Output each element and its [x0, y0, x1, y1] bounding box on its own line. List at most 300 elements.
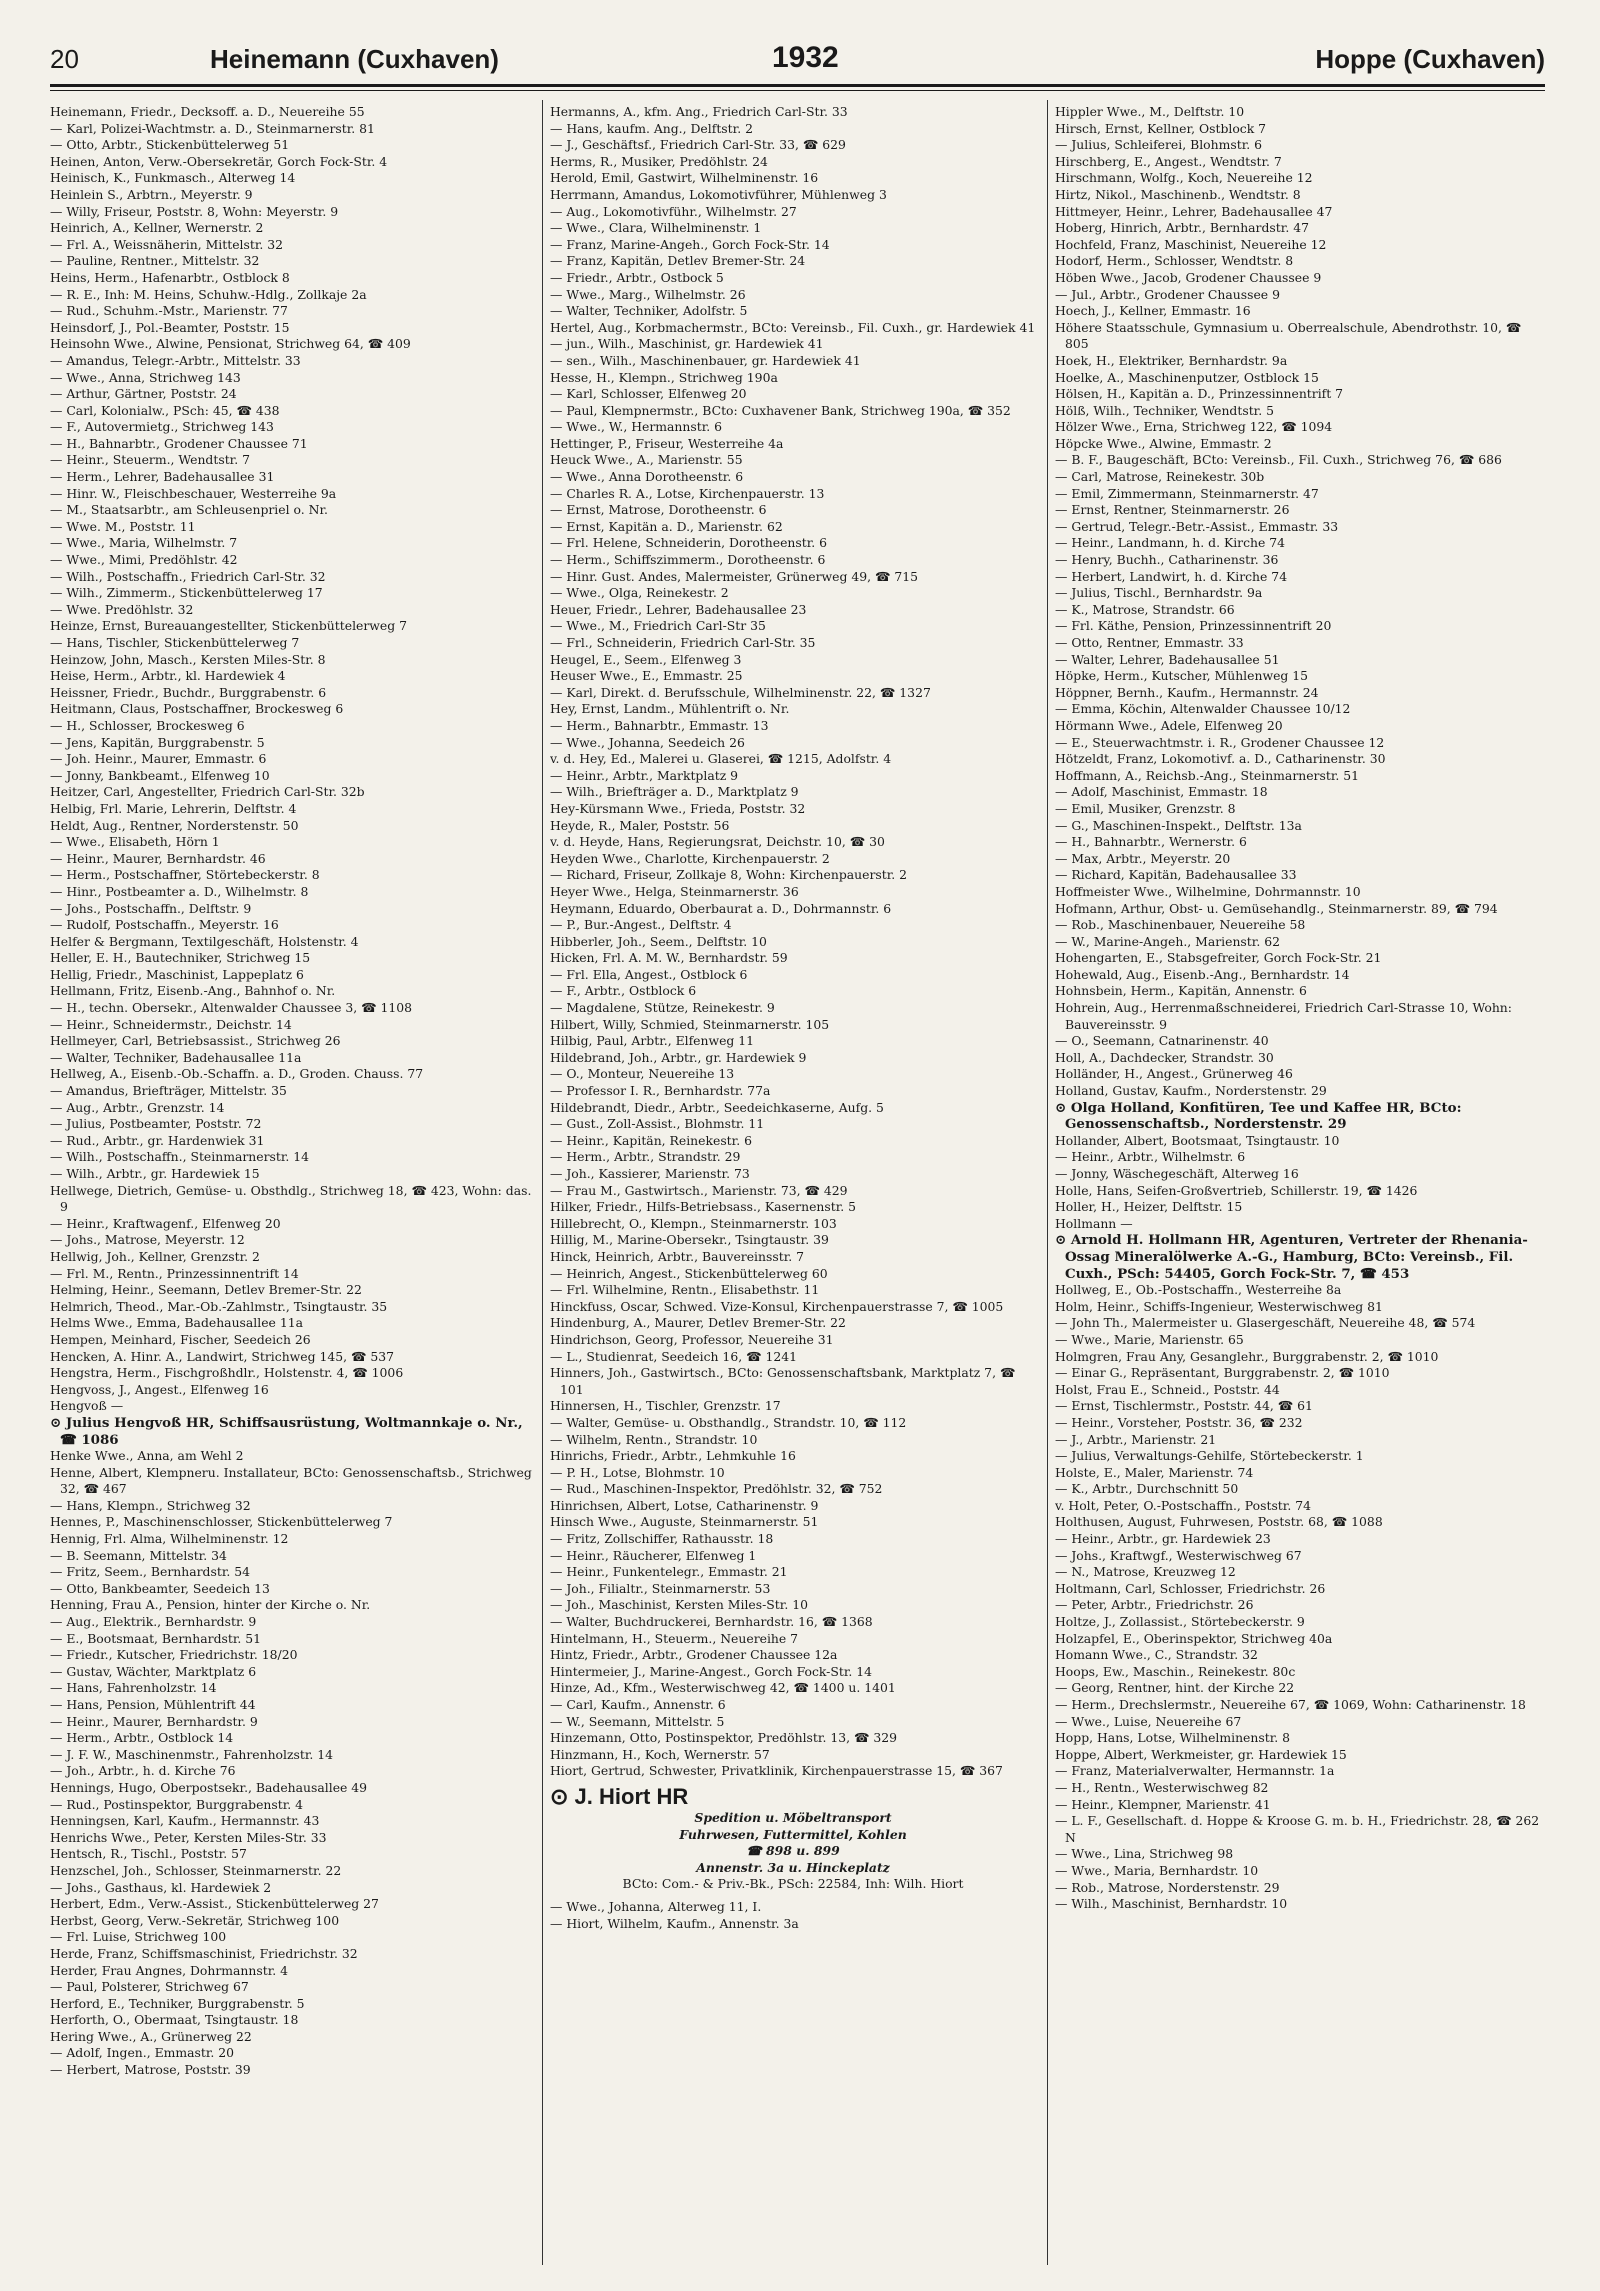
directory-entry: Hennig, Frl. Alma, Wilhelminenstr. 12: [50, 1531, 289, 1547]
directory-entry: Hengvoss, J., Angest., Elfenweg 16: [50, 1381, 269, 1397]
directory-entry: Helmrich, Theod., Mar.-Ob.-Zahlmstr., Tsingtaustr. 35: [50, 1298, 388, 1314]
directory-entry: — Aug., Elektrik., Bernhardstr. 9: [50, 1614, 257, 1630]
directory-entry: — Heinr., Arbtr., gr. Hardewiek 23: [1055, 1531, 1271, 1547]
directory-entry: — Johs., Kraftwgf., Westerwischweg 67: [1055, 1547, 1302, 1563]
directory-entry: Hinzmann, H., Koch, Wernerstr. 57: [550, 1746, 770, 1762]
directory-entry: — sen., Wilh., Maschinenbauer, gr. Hardewiek 41: [550, 352, 861, 368]
directory-entry: — Adolf, Maschinist, Emmastr. 18: [1055, 784, 1268, 800]
directory-entry: Heinsohn Wwe., Alwine, Pensionat, Strichweg 64, ☎ 409: [50, 336, 411, 352]
directory-entry: Hohrein, Aug., Herrenmaßschneiderei, Friedrich Carl-Strasse 10, Wohn: Bauvereinsstr. 9: [1055, 1000, 1512, 1032]
directory-entry: Hintelmann, H., Steuerm., Neuereihe 7: [550, 1630, 799, 1646]
directory-entry: Heuser Wwe., E., Emmastr. 25: [550, 668, 743, 684]
directory-entry: Hicken, Frl. A. M. W., Bernhardstr. 59: [550, 950, 788, 966]
directory-entry: Holmgren, Frau Any, Gesanglehr., Burggrabenstr. 2, ☎ 1010: [1055, 1348, 1439, 1364]
directory-entry: — Frl. A., Weissnäherin, Mittelstr. 32: [50, 236, 284, 252]
directory-entry: — Aug., Arbtr., Grenzstr. 14: [50, 1099, 225, 1115]
directory-entry: Hintermeier, J., Marine-Angest., Gorch Fock-Str. 14: [550, 1663, 873, 1679]
directory-entry: — Heinr., Maurer, Bernhardstr. 46: [50, 850, 266, 866]
directory-entry: Herbert, Edm., Verw.-Assist., Stickenbüttelerweg 27: [50, 1896, 379, 1912]
directory-entry: Höpke, Herm., Kutscher, Mühlenweg 15: [1055, 668, 1309, 684]
directory-entry: Hiort, Gertrud, Schwester, Privatklinik, Kirchenpauerstrasse 15, ☎ 367: [550, 1763, 1003, 1779]
directory-entry: Hencken, A. Hinr. A., Landwirt, Strichweg 145, ☎ 537: [50, 1348, 395, 1364]
directory-entry: Höpcke Wwe., Alwine, Emmastr. 2: [1055, 435, 1272, 451]
directory-entry: Heuck Wwe., A., Marienstr. 55: [550, 452, 743, 468]
directory-entry: Heitzer, Carl, Angestellter, Friedrich Carl-Str. 32b: [50, 784, 365, 800]
directory-entry: Hollweg, E., Ob.-Postschaffn., Westerreihe 8a: [1055, 1282, 1342, 1298]
directory-entry: — John Th., Malermeister u. Glasergeschäft, Neuereihe 48, ☎ 574: [1055, 1315, 1476, 1331]
directory-entry: — Rudolf, Postschaffn., Meyerstr. 16: [50, 917, 279, 933]
directory-entry: — Pauline, Rentner., Mittelstr. 32: [50, 253, 260, 269]
directory-entry: — Heinr., Maurer, Bernhardstr. 9: [50, 1713, 258, 1729]
directory-entry: Holland, Gustav, Kaufm., Norderstenstr. 29: [1055, 1083, 1327, 1099]
directory-entry: Hoberg, Hinrich, Arbtr., Bernhardstr. 47: [1055, 220, 1309, 236]
directory-column-2-list: [550, 104, 1036, 1780]
directory-entry: — Frl. Wilhelmine, Rentn., Elisabethstr. 11: [550, 1282, 820, 1298]
directory-entry: — Herm., Arbtr., Ostblock 14: [50, 1730, 234, 1746]
directory-entry: Heyde, R., Maler, Poststr. 56: [550, 817, 730, 833]
directory-entry: Heinlein S., Arbtrn., Meyerstr. 9: [50, 186, 253, 202]
column-divider: [1047, 100, 1048, 2265]
directory-entry: — Professor I. R., Bernhardstr. 77a: [550, 1083, 771, 1099]
directory-entry: — Magdalene, Stütze, Reinekestr. 9: [550, 1000, 775, 1016]
directory-entry: Hellig, Friedr., Maschinist, Lappeplatz 6: [50, 966, 304, 982]
directory-entry: — Rob., Maschinenbauer, Neuereihe 58: [1055, 917, 1306, 933]
directory-entry: — Heinr., Funkentelegr., Emmastr. 21: [550, 1564, 788, 1580]
directory-entry: — H., Schlosser, Brockesweg 6: [50, 717, 245, 733]
directory-entry: — Wwe., Clara, Wilhelminenstr. 1: [550, 220, 762, 236]
directory-entry: — Franz, Materialverwalter, Hermannstr. 1a: [1055, 1763, 1335, 1779]
directory-entry: Holzapfel, E., Oberinspektor, Strichweg 40a: [1055, 1630, 1333, 1646]
directory-entry: Hinckfuss, Oscar, Schwed. Vize-Konsul, Kirchenpauerstrasse 7, ☎ 1005: [550, 1298, 1004, 1314]
directory-entry: Hohewald, Aug., Eisenb.-Ang., Bernhardstr. 14: [1055, 966, 1350, 982]
directory-entry: Hildebrand, Joh., Arbtr., gr. Hardewiek 9: [550, 1049, 807, 1065]
directory-entry: Herder, Frau Angnes, Dohrmannstr. 4: [50, 1962, 289, 1978]
directory-entry: Heldt, Aug., Rentner, Norderstenstr. 50: [50, 817, 299, 833]
directory-entry: — Gust., Zoll-Assist., Blohmstr. 11: [550, 1116, 765, 1132]
directory-entry: Heinisch, K., Funkmasch., Alterweg 14: [50, 170, 296, 186]
directory-entry: — W., Seemann, Mittelstr. 5: [550, 1713, 725, 1729]
directory-entry: — Johs., Postschaffn., Delftstr. 9: [50, 900, 252, 916]
directory-entry: Hinck, Heinrich, Arbtr., Bauvereinsstr. 7: [550, 1248, 805, 1264]
directory-entry: Helms Wwe., Emma, Badehausallee 11a: [50, 1315, 303, 1331]
directory-column-2-after-ad: [550, 1899, 1036, 1932]
directory-entry: — K., Arbtr., Durchschnitt 50: [1055, 1481, 1239, 1497]
directory-entry: — F., Autovermietg., Strichweg 143: [50, 419, 274, 435]
directory-entry: ⊙ Arnold H. Hollmann HR, Agenturen, Vertreter der Rhenania-Ossag Mineralölwerke A.-G., Hamburg, BCto: Vereinsb., Fil. Cuxh., PSch: 54405, Gorch Fock-Str. 7, ☎ 453: [1055, 1232, 1528, 1282]
directory-entry: — Amandus, Briefträger, Mittelstr. 35: [50, 1083, 287, 1099]
directory-entry: — Wilh., Maschinist, Bernhardstr. 10: [1055, 1896, 1288, 1912]
directory-entry: Holm, Heinr., Schiffs-Ingenieur, Westerwischweg 81: [1055, 1298, 1383, 1314]
directory-entry: Herold, Emil, Gastwirt, Wilhelminenstr. 16: [550, 170, 819, 186]
directory-entry: Helming, Heinr., Seemann, Detlev Bremer-Str. 22: [50, 1282, 362, 1298]
directory-entry: Heissner, Friedr., Buchdr., Burggrabenstr. 6: [50, 684, 327, 700]
directory-entry: Hohengarten, E., Stabsgefreiter, Gorch Fock-Str. 21: [1055, 950, 1382, 966]
directory-entry: — Heinr., Arbtr., Wilhelmstr. 6: [1055, 1149, 1246, 1165]
directory-entry: — W., Marine-Angeh., Marienstr. 62: [1055, 933, 1280, 949]
directory-entry: — O., Monteur, Neuereihe 13: [550, 1066, 735, 1082]
directory-entry: Herms, R., Musiker, Predöhlstr. 24: [550, 153, 768, 169]
directory-entry: Höben Wwe., Jacob, Grodener Chaussee 9: [1055, 269, 1322, 285]
ad-line2: Fuhrwesen, Futtermittel, Kohlen: [679, 1826, 907, 1842]
directory-entry: Holler, H., Heizer, Delftstr. 15: [1055, 1199, 1243, 1215]
directory-entry: — Ernst, Rentner, Steinmarnerstr. 26: [1055, 502, 1290, 518]
directory-entry: — Otto, Rentner, Emmastr. 33: [1055, 635, 1244, 650]
directory-entry: — L., Studienrat, Seedeich 16, ☎ 1241: [550, 1348, 797, 1364]
directory-entry: Holst, Frau E., Schneid., Poststr. 44: [1055, 1381, 1280, 1397]
directory-entry: Hennings, Hugo, Oberpostsekr., Badehausallee 49: [50, 1779, 368, 1795]
directory-entry: — Franz, Kapitän, Detlev Bremer-Str. 24: [550, 253, 806, 269]
directory-entry: Holländer, H., Angest., Grünerweg 46: [1055, 1066, 1293, 1082]
directory-entry: — Peter, Arbtr., Friedrichstr. 26: [1055, 1597, 1254, 1613]
directory-entry: — Hinr. W., Fleischbeschauer, Westerreihe 9a: [50, 485, 337, 501]
directory-entry: — J., Arbtr., Marienstr. 21: [1055, 1431, 1217, 1447]
directory-entry: — Heinr., Landmann, h. d. Kirche 74: [1055, 535, 1286, 551]
directory-entry: Holle, Hans, Seifen-Großvertrieb, Schillerstr. 19, ☎ 1426: [1055, 1182, 1418, 1198]
directory-entry: — Herm., Drechslermstr., Neuereihe 67, ☎ 1069, Wohn: Catharinenstr. 18: [1055, 1697, 1526, 1712]
directory-entry: Heinsdorf, J., Pol.-Beamter, Poststr. 15: [50, 319, 290, 335]
directory-entry: — Wwe., W., Hermannstr. 6: [550, 419, 723, 435]
directory-entry: — Karl, Direkt. d. Berufsschule, Wilhelminenstr. 22, ☎ 1327: [550, 684, 931, 700]
directory-entry: — Otto, Bankbeamter, Seedeich 13: [50, 1580, 270, 1596]
directory-entry: — Hans, Fahrenholzstr. 14: [50, 1680, 217, 1696]
directory-entry: Heugel, E., Seem., Elfenweg 3: [550, 651, 742, 667]
directory-entry: Hofmann, Arthur, Obst- u. Gemüsehandlg., Steinmarnerstr. 89, ☎ 794: [1055, 900, 1498, 916]
directory-entry: — P., Bur.-Angest., Delftstr. 4: [550, 917, 732, 933]
directory-entry: — Herbert, Matrose, Poststr. 39: [50, 2062, 251, 2078]
ad-phone: ☎ 898 u. 899: [746, 1843, 840, 1859]
directory-entry: Hesse, H., Klempn., Strichweg 190a: [550, 369, 778, 385]
directory-entry: — Joh., Arbtr., h. d. Kirche 76: [50, 1763, 236, 1779]
directory-entry: — Hans, Klempn., Strichweg 32: [50, 1497, 251, 1513]
directory-entry: Holthusen, August, Fuhrwesen, Poststr. 68, ☎ 1088: [1055, 1514, 1383, 1530]
directory-entry: — Wwe. Predöhlstr. 32: [50, 601, 194, 617]
directory-entry: — Heinr., Arbtr., Marktplatz 9: [550, 767, 739, 783]
directory-entry: Hollander, Albert, Bootsmaat, Tsingtaustr. 10: [1055, 1132, 1340, 1148]
directory-entry: — Arthur, Gärtner, Poststr. 24: [50, 386, 237, 402]
directory-entry: — Herm., Arbtr., Strandstr. 29: [550, 1149, 741, 1165]
directory-entry: — Wilh., Arbtr., gr. Hardewiek 15: [50, 1166, 260, 1181]
directory-entry: — Amandus, Telegr.-Arbtr., Mittelstr. 33: [50, 352, 301, 368]
directory-entry: — Charles R. A., Lotse, Kirchenpauerstr. 13: [550, 485, 825, 501]
directory-entry: — Heinr., Klempner, Marienstr. 41: [1055, 1796, 1271, 1812]
directory-entry: Hippler Wwe., M., Delftstr. 10: [1055, 104, 1245, 119]
directory-entry: Herrmann, Amandus, Lokomotivführer, Mühlenweg 3: [550, 186, 887, 202]
directory-entry: — Richard, Friseur, Zollkaje 8, Wohn: Kirchenpauerstr. 2: [550, 867, 908, 883]
directory-entry: — Wwe., Maria, Bernhardstr. 10: [1055, 1862, 1259, 1878]
directory-entry: — Rud., Arbtr., gr. Hardenwiek 31: [50, 1132, 265, 1148]
directory-entry: Hoffmeister Wwe., Wilhelmine, Dohrmannstr. 10: [1055, 883, 1361, 899]
directory-entry: Hildebrandt, Diedr., Arbtr., Seedeichkaserne, Aufg. 5: [550, 1099, 884, 1115]
directory-entry: Hirschberg, E., Angest., Wendtstr. 7: [1055, 153, 1282, 169]
directory-entry: — F., Arbtr., Ostblock 6: [550, 983, 697, 999]
directory-entry: — Carl, Matrose, Reinekestr. 30b: [1055, 469, 1265, 485]
directory-entry: — Frl. Helene, Schneiderin, Dorotheenstr. 6: [550, 535, 828, 551]
directory-entry: — Gustav, Wächter, Marktplatz 6: [50, 1663, 257, 1679]
directory-entry: — Emma, Köchin, Altenwalder Chaussee 10/12: [1055, 701, 1351, 717]
directory-entry: Henrichs Wwe., Peter, Kersten Miles-Str. 33: [50, 1829, 327, 1845]
directory-entry: Hirtz, Nikol., Maschinenb., Wendtstr. 8: [1055, 186, 1301, 202]
directory-entry: — B. F., Baugeschäft, BCto: Vereinsb., Fil. Cuxh., Strichweg 76, ☎ 686: [1055, 452, 1502, 468]
directory-entry: Heinzow, John, Masch., Kersten Miles-Str. 8: [50, 651, 326, 667]
header-title-right: Hoppe (Cuxhaven): [1315, 44, 1545, 74]
directory-entry: — Frau M., Gastwirtsch., Marienstr. 73, ☎ 429: [550, 1182, 848, 1198]
directory-entry: — Jens, Kapitän, Burggrabenstr. 5: [50, 734, 265, 750]
directory-entry: — Gertrud, Telegr.-Betr.-Assist., Emmastr. 33: [1055, 518, 1339, 534]
directory-entry: — Friedr., Kutscher, Friedrichstr. 18/20: [50, 1647, 298, 1663]
directory-entry: — Jonny, Bankbeamt., Elfenweg 10: [50, 767, 270, 783]
directory-entry: — N., Matrose, Kreuzweg 12: [1055, 1564, 1236, 1580]
directory-entry: — Herm., Bahnarbtr., Emmastr. 13: [550, 717, 769, 733]
directory-entry: — Wwe., Maria, Wilhelmstr. 7: [50, 535, 238, 551]
directory-entry: Hörmann Wwe., Adele, Elfenweg 20: [1055, 717, 1283, 733]
directory-entry: — Willy, Friseur, Poststr. 8, Wohn: Meyerstr. 9: [50, 203, 339, 219]
header-rule: [50, 84, 1545, 87]
directory-entry: Holtmann, Carl, Schlosser, Friedrichstr. 26: [1055, 1580, 1326, 1596]
directory-entry: — Herm., Lehrer, Badehausallee 31: [50, 469, 275, 485]
directory-entry: — Emil, Zimmermann, Steinmarnerstr. 47: [1055, 485, 1319, 501]
directory-entry: — Wwe., Marg., Wilhelmstr. 26: [550, 286, 746, 302]
directory-entry: Hölzer Wwe., Erna, Strichweg 122, ☎ 1094: [1055, 419, 1333, 435]
directory-entry: Hellweg, A., Eisenb.-Ob.-Schaffn. a. D., Groden. Chauss. 77: [50, 1066, 424, 1082]
directory-entry: Hollmann —: [1055, 1215, 1133, 1231]
directory-entry: — Rud., Postinspektor, Burggrabenstr. 4: [50, 1796, 304, 1812]
directory-entry: Hochfeld, Franz, Maschinist, Neuereihe 12: [1055, 236, 1327, 252]
directory-entry: Hermanns, A., kfm. Ang., Friedrich Carl-Str. 33: [550, 104, 848, 119]
directory-entry: — Wilh., Postschaffn., Friedrich Carl-Str. 32: [50, 568, 326, 584]
ad-name: ⊙ J. Hiort HR: [550, 1783, 689, 1809]
directory-entry: ⊙ Julius Hengvoß HR, Schiffsausrüstung, Woltmannkaje o. Nr., ☎ 1086: [50, 1414, 523, 1448]
directory-entry: Hibberler, Joh., Seem., Delftstr. 10: [550, 933, 767, 949]
directory-entry: Holtze, J., Zollassist., Störtebeckerstr. 9: [1055, 1614, 1305, 1630]
directory-entry: Hentsch, R., Tischl., Poststr. 57: [50, 1846, 247, 1862]
directory-entry: Hintz, Friedr., Arbtr., Grodener Chaussee 12a: [550, 1647, 838, 1663]
directory-entry: — Walter, Techniker, Badehausallee 11a: [50, 1049, 302, 1065]
directory-entry: — Frl. Käthe, Pension, Prinzessinnentrift 20: [1055, 618, 1332, 634]
directory-entry: Hoelke, A., Maschinenputzer, Ostblock 15: [1055, 369, 1319, 385]
directory-entry: — Paul, Klempnermstr., BCto: Cuxhavener Bank, Strichweg 190a, ☎ 352: [550, 402, 1011, 418]
directory-entry: — H., Bahnarbtr., Grodener Chaussee 71: [50, 435, 308, 451]
directory-entry: — Joh., Filialtr., Steinmarnerstr. 53: [550, 1580, 771, 1596]
ad-bank: BCto: Com.- & Priv.-Bk., PSch: 22584, Inh: Wilh. Hiort: [622, 1876, 964, 1892]
directory-entry: Heitmann, Claus, Postschaffner, Brockesweg 6: [50, 701, 344, 717]
directory-entry: Holste, E., Maler, Marienstr. 74: [1055, 1464, 1254, 1480]
directory-entry: — Joh. Heinr., Maurer, Emmastr. 6: [50, 751, 267, 767]
directory-entry: — Wilh., Briefträger a. D., Marktplatz 9: [550, 784, 799, 800]
directory-entry: — Ernst, Tischlermstr., Poststr. 44, ☎ 61: [1055, 1398, 1313, 1414]
directory-entry: Hinrichs, Friedr., Arbtr., Lehmkuhle 16: [550, 1448, 796, 1464]
directory-entry: Hennes, P., Maschinenschlosser, Stickenbüttelerweg 7: [50, 1514, 393, 1530]
directory-entry: — Julius, Schleiferei, Blohmstr. 6: [1055, 137, 1263, 153]
directory-entry: — Ernst, Kapitän a. D., Marienstr. 62: [550, 518, 783, 534]
ad-line1: Spedition u. Möbeltransport: [694, 1809, 892, 1825]
directory-entry: — Aug., Lokomotivführ., Wilhelmstr. 27: [550, 203, 797, 219]
directory-entry: — Jonny, Wäschegeschäft, Alterweg 16: [1055, 1166, 1299, 1181]
directory-entry: Hohnsbein, Herm., Kapitän, Annenstr. 6: [1055, 983, 1307, 999]
directory-entry: Hertel, Aug., Korbmachermstr., BCto: Vereinsb., Fil. Cuxh., gr. Hardewiek 41: [550, 319, 1036, 335]
directory-entry: — E., Steuerwachtmstr. i. R., Grodener Chaussee 12: [1055, 734, 1385, 750]
directory-entry: Herbst, Georg, Verw.-Sekretär, Strichweg 100: [50, 1912, 340, 1928]
directory-entry: Hötzeldt, Franz, Lokomotivf. a. D., Catharinenstr. 30: [1055, 751, 1386, 767]
directory-entry: — Frl. Luise, Strichweg 100: [50, 1929, 227, 1945]
directory-entry: — Henry, Buchh., Catharinenstr. 36: [1055, 552, 1279, 568]
directory-entry: — Wwe. M., Poststr. 11: [50, 518, 196, 534]
directory-entry: — Jul., Arbtr., Grodener Chaussee 9: [1055, 286, 1280, 302]
directory-entry: — Joh., Kassierer, Marienstr. 73: [550, 1166, 750, 1181]
directory-entry: Hillig, M., Marine-Obersekr., Tsingtaustr. 39: [550, 1232, 829, 1248]
directory-entry: Hodorf, Herm., Schlosser, Wendtstr. 8: [1055, 253, 1294, 269]
directory-entry: Hinnersen, H., Tischler, Grenzstr. 17: [550, 1398, 781, 1414]
directory-entry: — Wwe., M., Friedrich Carl-Str 35: [550, 618, 766, 634]
directory-entry: — Wwe., Mimi, Predöhlstr. 42: [50, 552, 238, 568]
directory-entry: — Paul, Polsterer, Strichweg 67: [50, 1979, 249, 1995]
directory-entry: — Wwe., Elisabeth, Hörn 1: [50, 834, 220, 850]
directory-column-1: [50, 104, 536, 2264]
directory-entry: Hellmeyer, Carl, Betriebsassist., Strichweg 26: [50, 1033, 341, 1049]
directory-entry: Heyden Wwe., Charlotte, Kirchenpauerstr. 2: [550, 850, 830, 866]
directory-entry: — Wilhelm, Rentn., Strandstr. 10: [550, 1431, 758, 1447]
directory-entry: Heins, Herm., Hafenarbtr., Ostblock 8: [50, 269, 290, 285]
directory-entry: — Heinr., Kapitän, Reinekestr. 6: [550, 1132, 752, 1148]
directory-entry: — Friedr., Arbtr., Ostbock 5: [550, 269, 724, 285]
directory-entry: Herforth, O., Obermaat, Tsingtaustr. 18: [50, 2012, 299, 2028]
directory-entry: — Wwe., Lina, Strichweg 98: [1055, 1846, 1234, 1862]
directory-entry: Hirschmann, Wolfg., Koch, Neuereihe 12: [1055, 170, 1313, 186]
directory-entry: Heyer Wwe., Helga, Steinmarnerstr. 36: [550, 883, 799, 899]
directory-entry: Hoech, J., Kellner, Emmastr. 16: [1055, 303, 1251, 319]
ad-address: Annenstr. 3a u. Hinckeplatz: [696, 1859, 890, 1875]
directory-entry: — Walter, Gemüse- u. Obsthandlg., Strandstr. 10, ☎ 112: [550, 1414, 907, 1430]
directory-entry: Helbig, Frl. Marie, Lehrerin, Delftstr. 4: [50, 800, 297, 816]
directory-entry: — Wilh., Zimmerm., Stickenbüttelerweg 17: [50, 585, 323, 601]
directory-entry: Henning, Frau A., Pension, hinter der Kirche o. Nr.: [50, 1597, 371, 1613]
directory-entry: — Wwe., Anna, Strichweg 143: [50, 369, 241, 385]
directory-entry: — Wwe., Anna Dorotheenstr. 6: [550, 469, 744, 485]
directory-entry: — Fritz, Zollschiffer, Rathausstr. 18: [550, 1531, 774, 1547]
directory-entry: — Franz, Marine-Angeh., Gorch Fock-Str. 14: [550, 236, 830, 252]
directory-entry: — Herm., Postschaffner, Störtebeckerstr. 8: [50, 867, 320, 883]
directory-entry: Henzschel, Joh., Schlosser, Steinmarnerstr. 22: [50, 1862, 342, 1878]
directory-entry: Hinrichsen, Albert, Lotse, Catharinenstr. 9: [550, 1497, 819, 1513]
directory-entry: Hilker, Friedr., Hilfs-Betriebsass., Kasernenstr. 5: [550, 1199, 857, 1215]
directory-entry: — Walter, Lehrer, Badehausallee 51: [1055, 651, 1280, 667]
directory-entry: — Hans, Pension, Mühlentrift 44: [50, 1697, 256, 1712]
header-rule-thin: [50, 90, 1545, 91]
directory-entry: — K., Matrose, Strandstr. 66: [1055, 601, 1235, 617]
directory-entry: Homann Wwe., C., Strandstr. 32: [1055, 1647, 1258, 1663]
directory-entry: — Heinr., Vorsteher, Poststr. 36, ☎ 232: [1055, 1414, 1303, 1430]
directory-entry: — Carl, Kaufm., Annenstr. 6: [550, 1697, 726, 1712]
column-divider: [542, 100, 543, 2265]
directory-entry: — Julius, Tischl., Bernhardstr. 9a: [1055, 585, 1263, 601]
directory-entry: — Fritz, Seem., Bernhardstr. 54: [50, 1564, 251, 1580]
directory-entry: Hinsch Wwe., Auguste, Steinmarnerstr. 51: [550, 1514, 819, 1530]
directory-entry: Helfer & Bergmann, Textilgeschäft, Holstenstr. 4: [50, 933, 359, 949]
directory-entry: — Hiort, Wilhelm, Kaufm., Annenstr. 3a: [550, 1915, 799, 1931]
directory-entry: Höppner, Bernh., Kaufm., Hermannstr. 24: [1055, 684, 1319, 700]
directory-column-2: [550, 104, 1036, 2264]
directory-entry: — Wwe., Johanna, Alterweg 11, I.: [550, 1898, 762, 1914]
directory-entry: — Richard, Kapitän, Badehausallee 33: [1055, 867, 1297, 883]
directory-entry: — Herbert, Landwirt, h. d. Kirche 74: [1055, 568, 1288, 584]
directory-entry: — Carl, Kolonialw., PSch: 45, ☎ 438: [50, 402, 280, 418]
directory-entry: v. d. Hey, Ed., Malerei u. Glaserei, ☎ 1215, Adolfstr. 4: [550, 751, 892, 767]
directory-entry: Herford, E., Techniker, Burggrabenstr. 5: [50, 1995, 305, 2011]
directory-entry: — Frl. Ella, Angest., Ostblock 6: [550, 966, 748, 982]
directory-entry: Hettinger, P., Friseur, Westerreihe 4a: [550, 435, 784, 451]
directory-entry: Hoffmann, A., Reichsb.-Ang., Steinmarnerstr. 51: [1055, 767, 1360, 783]
directory-entry: — P. H., Lotse, Blohmstr. 10: [550, 1464, 725, 1480]
directory-entry: — L. F., Gesellschaft. d. Hoppe & Kroose G. m. b. H., Friedrichstr. 28, ☎ 262 N: [1055, 1813, 1540, 1845]
directory-entry: — Karl, Polizei-Wachtmstr. a. D., Steinmarnerstr. 81: [50, 120, 375, 136]
page-header: [50, 38, 1545, 80]
directory-entry: Hoops, Ew., Maschin., Reinekestr. 80c: [1055, 1663, 1296, 1679]
directory-entry: Hinners, Joh., Gastwirtsch., BCto: Genossenschaftsbank, Marktplatz 7, ☎ 101: [550, 1365, 1016, 1397]
directory-entry: Hellwig, Joh., Kellner, Grenzstr. 2: [50, 1248, 260, 1264]
directory-entry: Hillebrecht, O., Klempn., Steinmarnerstr. 103: [550, 1215, 837, 1231]
page-number: 20: [50, 44, 79, 74]
header-year: 1932: [772, 41, 839, 74]
directory-entry: — H., Rentn., Westerwischweg 82: [1055, 1779, 1269, 1795]
directory-entry: Hittmeyer, Heinr., Lehrer, Badehausallee 47: [1055, 203, 1333, 219]
directory-entry: Heller, E. H., Bautechniker, Strichweg 15: [50, 950, 311, 966]
directory-entry: Holl, A., Dachdecker, Strandstr. 30: [1055, 1049, 1274, 1065]
directory-entry: Herde, Franz, Schiffsmaschinist, Friedrichstr. 32: [50, 1945, 358, 1961]
hiort-advertisement: [550, 1784, 1036, 1893]
directory-entry: — Joh., Maschinist, Kersten Miles-Str. 10: [550, 1597, 808, 1613]
directory-entry: — Johs., Gasthaus, kl. Hardewiek 2: [50, 1879, 272, 1895]
directory-entry: — Einar G., Repräsentant, Burggrabenstr. 2, ☎ 1010: [1055, 1365, 1390, 1381]
directory-entry: Henne, Albert, Klempneru. Installateur, BCto: Genossenschaftsb., Strichweg 32, ☎ 467: [50, 1464, 532, 1497]
directory-entry: ⊙ Olga Holland, Konfitüren, Tee und Kaffee HR, BCto: Genossenschaftsb., Norderstenstr. 29: [1055, 1099, 1462, 1133]
directory-entry: v. Holt, Peter, O.-Postschaffn., Poststr. 74: [1055, 1497, 1311, 1513]
directory-entry: — Heinr., Kraftwagenf., Elfenweg 20: [50, 1215, 281, 1231]
directory-entry: — Frl. M., Rentn., Prinzessinnentrift 14: [50, 1265, 299, 1281]
directory-entry: — Emil, Musiker, Grenzstr. 8: [1055, 800, 1236, 816]
directory-entry: — Karl, Schlosser, Elfenweg 20: [550, 386, 747, 402]
directory-entry: — Rob., Matrose, Norderstenstr. 29: [1055, 1879, 1280, 1895]
directory-entry: Hey-Kürsmann Wwe., Frieda, Poststr. 32: [550, 800, 806, 816]
directory-entry: — Julius, Postbeamter, Poststr. 72: [50, 1116, 262, 1132]
directory-entry: — Julius, Verwaltungs-Gehilfe, Störtebeckerstr. 1: [1055, 1448, 1364, 1464]
directory-entry: — Heinr., Räucherer, Elfenweg 1: [550, 1547, 757, 1563]
directory-entry: — Max, Arbtr., Meyerstr. 20: [1055, 850, 1231, 866]
directory-entry: Hengstra, Herm., Fischgroßhdlr., Holstenstr. 4, ☎ 1006: [50, 1365, 404, 1381]
directory-entry: — Frl., Schneiderin, Friedrich Carl-Str. 35: [550, 635, 816, 650]
directory-entry: Hengvoß —: [50, 1398, 124, 1414]
directory-entry: — O., Seemann, Catnarinenstr. 40: [1055, 1033, 1269, 1049]
directory-entry: Hindenburg, A., Maurer, Detlev Bremer-Str. 22: [550, 1315, 846, 1331]
directory-entry: Hilbig, Paul, Arbtr., Elfenweg 11: [550, 1033, 755, 1049]
directory-entry: — Walter, Techniker, Adolfstr. 5: [550, 303, 748, 319]
directory-entry: — Johs., Matrose, Meyerstr. 12: [50, 1232, 245, 1248]
directory-entry: — Otto, Arbtr., Stickenbüttelerweg 51: [50, 137, 290, 153]
directory-entry: Hempen, Meinhard, Fischer, Seedeich 26: [50, 1331, 311, 1347]
directory-entry: Hilbert, Willy, Schmied, Steinmarnerstr. 105: [550, 1016, 830, 1032]
directory-entry: Heise, Herm., Arbtr., kl. Hardewiek 4: [50, 668, 286, 684]
directory-entry: — Wwe., Marie, Marienstr. 65: [1055, 1331, 1244, 1347]
directory-entry: Henningsen, Karl, Kaufm., Hermannstr. 43: [50, 1813, 320, 1829]
directory-entry: — M., Staatsarbtr., am Schleusenpriel o. Nr.: [50, 502, 328, 518]
directory-entry: — Hans, Tischler, Stickenbüttelerweg 7: [50, 635, 300, 650]
directory-entry: Hering Wwe., A., Grünerweg 22: [50, 2028, 252, 2044]
directory-entry: — Wwe., Johanna, Seedeich 26: [550, 734, 745, 750]
directory-entry: — Walter, Buchdruckerei, Bernhardstr. 16, ☎ 1368: [550, 1614, 873, 1630]
directory-column-3: [1055, 104, 1545, 2264]
directory-entry: — Wwe., Olga, Reinekestr. 2: [550, 585, 729, 601]
directory-entry: Heymann, Eduardo, Oberbaurat a. D., Dohrmannstr. 6: [550, 900, 892, 916]
directory-entry: Hey, Ernst, Landm., Mühlentrift o. Nr.: [550, 701, 790, 717]
directory-entry: — G., Maschinen-Inspekt., Delftstr. 13a: [1055, 817, 1302, 833]
